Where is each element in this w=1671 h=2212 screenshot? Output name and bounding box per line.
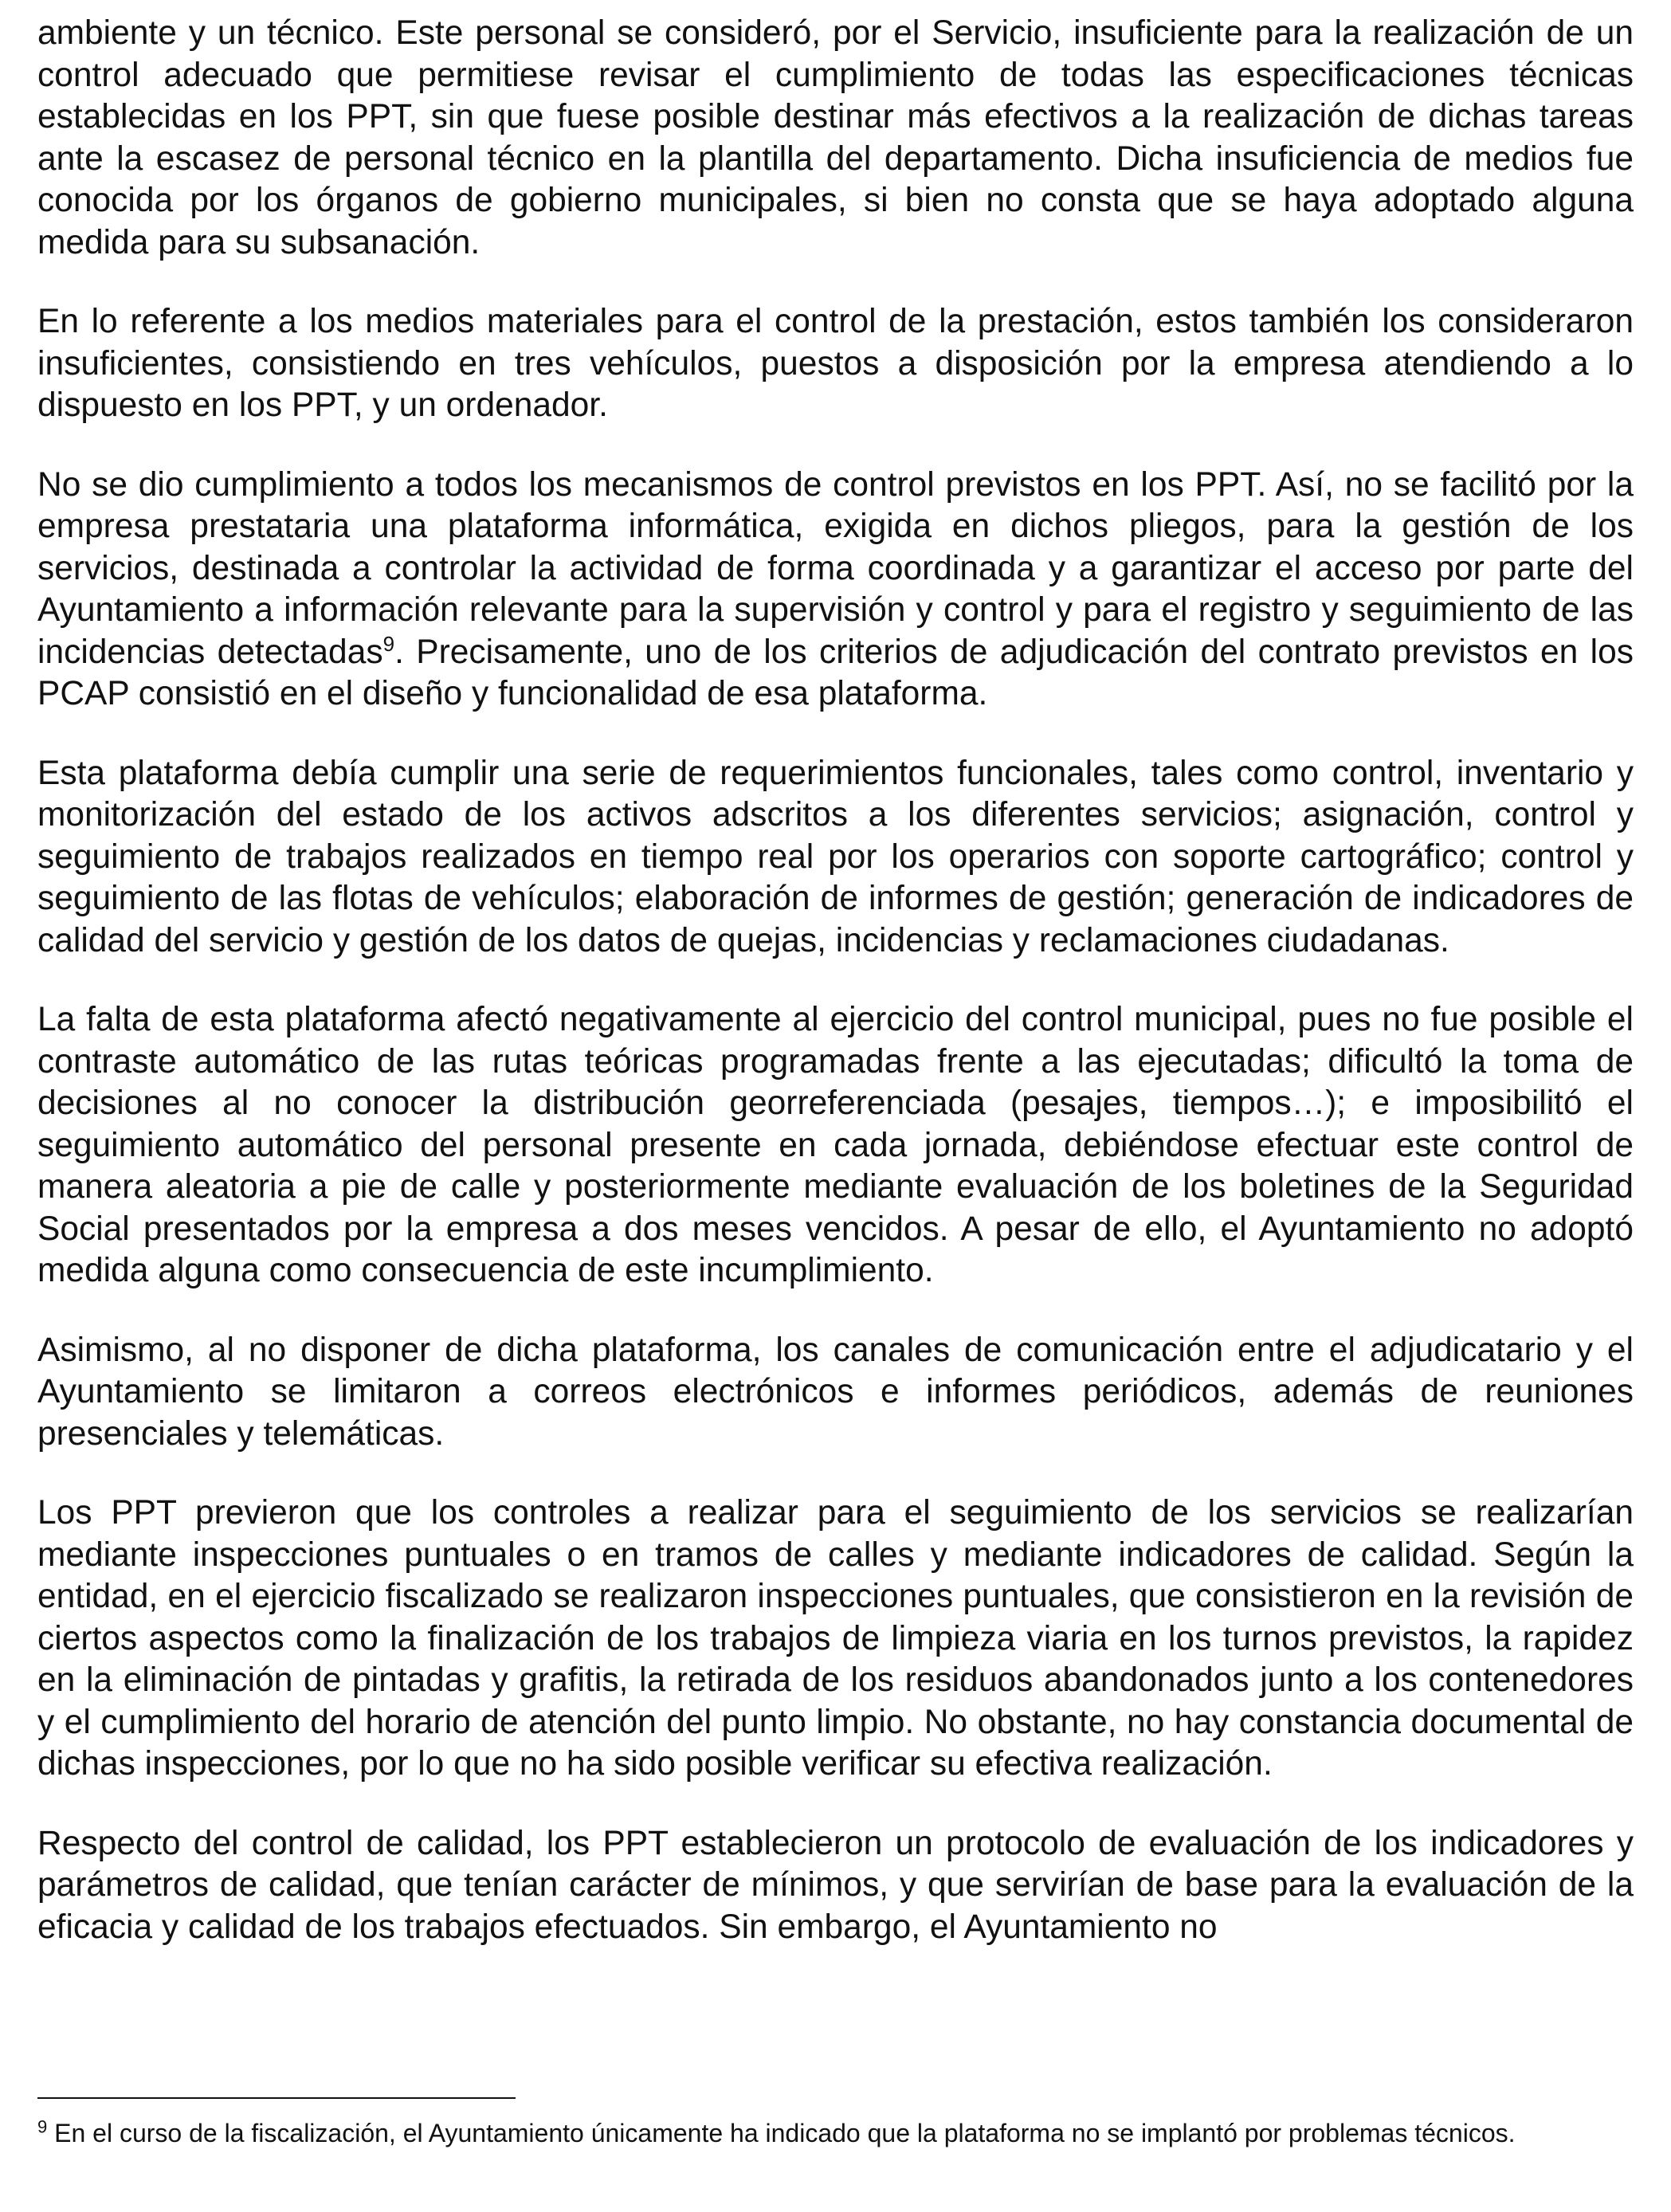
paragraph-control-mechanisms-text: No se dio cumplimiento a todos los mecanismos de control previstos en los PPT. Así, no se facilitó por la empresa prestataria una plataforma informática, exigida en dichos pliegos, para la gestión de los servicios, destinada a controlar la actividad de forma coordinada y a garantizar el acceso por parte del Ayuntamiento a información relevante para la supervisión y control y para el registro y seguimiento de las incidencias detectadas [37,465,1634,671]
footnote [37,2116,1634,2150]
footnote-reference: 9 [382,631,395,656]
paragraph-inspections: Los PPT previeron que los controles a realizar para el seguimiento de los servicios se realizarían mediante inspecciones puntuales o en tramos de calles y mediante indicadores de calidad. Según la entidad, en el ejercicio fiscalizado se realizaron inspecciones puntuales, que consistieron en la revisión de ciertos aspectos como la finalización de los trabajos de limpieza viaria en los turnos previstos, la rapidez en la eliminación de pintadas y grafitis, la retirada de los residuos abandonados junto a los contenedores y el cumplimiento del horario de atención del punto limpio. No obstante, no hay constancia documental de dichas inspecciones, por lo que no ha sido posible verificar su efectiva realización. [37,1494,1634,1783]
document-body [37,13,1634,1986]
footnote-number: 9 [37,2116,48,2137]
paragraph-communication-channels: Asimismo, al no disponer de dicha plataforma, los canales de comunicación entre el adjudicatario y el Ayuntamiento se limitaron a correos electrónicos e informes periódicos, además de reuniones presenciales y telemáticas. [37,1331,1634,1453]
paragraph-material-means: En lo referente a los medios materiales para el control de la prestación, estos también los consideraron insuficientes, consistiendo en tres vehículos, puestos a disposición por la empresa atendiendo a lo dispuesto en los PPT, y un ordenador. [37,303,1634,424]
paragraph-staff-insufficiency: ambiente y un técnico. Este personal se consideró, por el Servicio, insuficiente para la realización de un control adecuado que permitiese revisar el cumplimiento de todas las especificaciones técnicas establecidas en los PPT, sin que fuese posible destinar más efectivos a la realización de dichas tareas ante la escasez de personal técnico en la plantilla del departamento. Dicha insuficiencia de medios fue conocida por los órganos de gobierno municipales, si bien no consta que se haya adoptado alguna medida para su subsanación. [37,14,1634,261]
paragraph-platform-absence-effects: La falta de esta plataforma afectó negativamente al ejercicio del control municipal, pues no fue posible el contraste automático de las rutas teóricas programadas frente a las ejecutadas; dificultó la toma de decisiones al no conocer la distribución georreferenciada (pesajes, tiempos…); e imposibilitó el seguimiento automático del personal presente en cada jornada, debiéndose efectuar este control de manera aleatoria a pie de calle y posteriormente mediante evaluación de los boletines de la Seguridad Social presentados por la empresa a dos meses vencidos. A pesar de ello, el Ayuntamiento no adoptó medida alguna como consecuencia de este incumplimiento. [37,1001,1634,1289]
footnote-text: En el curso de la fiscalización, el Ayuntamiento únicamente ha indicado que la plataforma no se implantó por problemas técnicos. [47,2119,1516,2147]
paragraph-control-mechanisms-text-cont: . Precisamente, uno de los criterios de adjudicación del contrato previstos en los PCAP consistió en el diseño y funcionalidad de esa plataforma. [37,633,1634,712]
paragraph-quality-control: Respecto del control de calidad, los PPT establecieron un protocolo de evaluación de los indicadores y parámetros de calidad, que tenían carácter de mínimos, y que servirían de base para la evaluación de la eficacia y calidad de los trabajos efectuados. Sin embargo, el Ayuntamiento no [37,1824,1634,1946]
footnote-separator [37,2097,516,2099]
paragraph-platform-requirements: Esta plataforma debía cumplir una serie de requerimientos funcionales, tales como control, inventario y monitorización del estado de los activos adscritos a los diferentes servicios; asignación, control y seguimiento de trabajos realizados en tiempo real por los operarios con soporte cartográfico; control y seguimiento de las flotas de vehículos; elaboración de informes de gestión; generación de indicadores de calidad del servicio y gestión de los datos de quejas, incidencias y reclamaciones ciudadanas. [37,754,1634,959]
paragraph-control-mechanisms [37,465,1634,716]
